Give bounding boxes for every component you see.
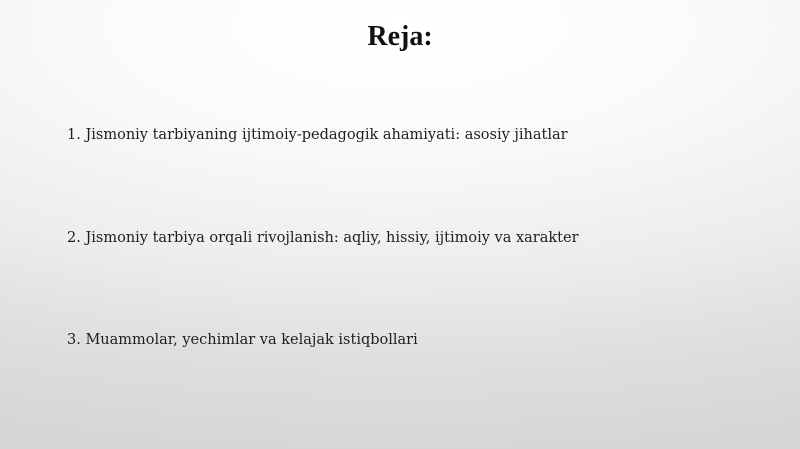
- plan-item-2: 2. Jismoniy tarbiya orqali rivojlanish: aqliy, hissiy, ijtimoiy va xarakter: [67, 230, 579, 246]
- slide-title: Reja:: [367, 21, 433, 52]
- plan-item-1: 1. Jismoniy tarbiyaning ijtimoiy-pedagogik ahamiyati: asosiy jihatlar: [67, 127, 568, 143]
- plan-item-3: 3. Muammolar, yechimlar va kelajak istiqbollari: [67, 332, 418, 348]
